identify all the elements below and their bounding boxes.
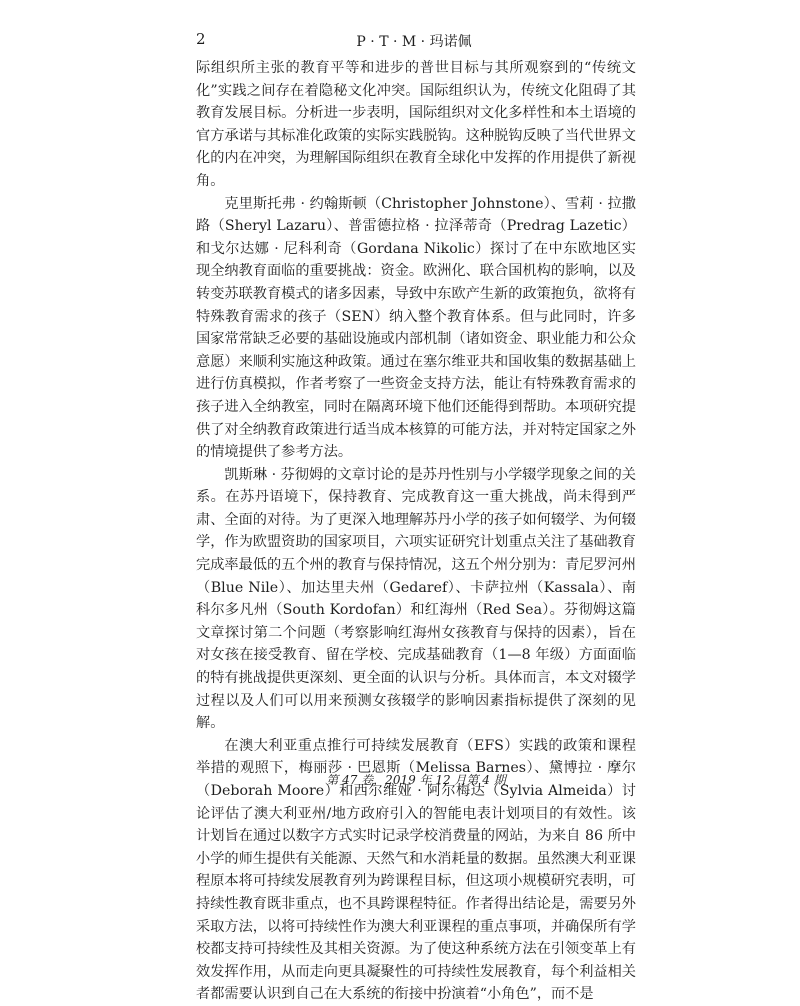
- paragraph-fincham: 凯斯琳 · 芬彻姆的文章讨论的是苏丹性别与小学辍学现象之间的关系。在苏丹语境下，保持教育、完成教育这一重大挑战，尚未得到严肃、全面的对待。为了更深入地理解苏丹小学的孩子如何辍学、为何辍学，作为欧盟资助的国家项目，六项实证研究计划重点关注了基础教育完成率最低的五个州的教育与保持情况，这五个州分别为：青尼罗河州（Blue Nile）、加达里夫州（Gedaref）、卡萨拉州（Kassala）、南科尔多凡州（South Kordofan）和红海州（Red Sea）。芬彻姆这篇文章探讨第二个问题（考察影响红海州女孩教育与保持的因素），旨在对女孩在接受教育、留在学校、完成基础教育（1—8 年级）方面面临的特有挑战提供更深刻、更全面的认识与分析。具体而言，本文对辍学过程以及人们可以用来预测女孩辍学的影响因素指标提供了深刻的见解。: [196, 466, 636, 732]
- page-header: [196, 30, 632, 54]
- page-number: 2: [196, 30, 206, 48]
- paragraph-continued: 际组织所主张的教育平等和进步的普世目标与其所观察到的“传统文化”实践之间存在着隐秘文化冲突。国际组织认为，传统文化阻碍了其教育发展目标。分析进一步表明，国际组织对文化多样性和本土语境的官方承诺与其标准化政策的实际实践脱钩。这种脱钩反映了当代世界文化的内在冲突，为理解国际组织在教育全球化中发挥的作用提供了新视角。: [196, 60, 636, 189]
- running-title: P · T · M · 玛诺佩: [356, 34, 472, 50]
- page-footer: 第 47 卷，2019 年 12 月第 4 期: [326, 773, 506, 787]
- paragraph-johnstone: 克里斯托弗 · 约翰斯顿（Christopher Johnstone）、雪莉 · 拉撒路（Sheryl Lazaru）、普雷德拉格 · 拉泽蒂奇（Predrag Lazetic）和戈尔达娜 · 尼科利奇（Gordana Nikolic）探讨了在中东欧地区实现全纳教育面临的重要挑战：资金。欧洲化、联合国机构的影响，以及转变苏联教育模式的诸多因素，导致中东欧产生新的政策抱负，欲将有特殊教育需求的孩子（SEN）纳入整个教育体系。但与此同时，许多国家常常缺乏必要的基础设施或内部机制（诸如资金、职业能力和公众意愿）来顺利实施这种政策。通过在塞尔维亚共和国收集的数据基础上进行仿真模拟，作者考察了一些资金支持方法，能让有特殊教育需求的孩子进入全纳教室，同时在隔离环境下他们还能得到帮助。本项研究提供了对全纳教育政策进行适当成本核算的可能方法，并对特定国家之外的情境提供了参考方法。: [196, 195, 636, 461]
- paragraph-barnes: 在澳大利亚重点推行可持续发展教育（EFS）实践的政策和课程举措的观照下，梅丽莎 · 巴恩斯（Melissa Barnes）、黛博拉 · 摩尔（Deborah Moore）和西尔维娅 · 阿尔梅达（Sylvia Almeida）讨论评估了澳大利亚州/地方政府引入的智能电表计划项目的有效性。该计划旨在通过以数字方式实时记录学校消费量的网站，为来自 86 所中小学的师生提供有关能源、天然气和水消耗量的数据。虽然澳大利亚课程原本将可持续发展教育列为跨课程目标，但这项小规模研究表明，可持续性教育既非重点，也不具跨课程特征。作者得出结论是，需要另外采取方法，以将可持续性作为澳大利亚课程的重点事项，并确保所有学校都支持可持续性及其相关资源。为了使这种系统方法在引领变革上有效发挥作用，从而走向更具凝聚性的可持续性发展教育，每个利益相关者都需要认识到自己在大系统的衔接中扮演着“小角色”，而不是: [196, 737, 636, 1003]
- body-text: [196, 57, 636, 1006]
